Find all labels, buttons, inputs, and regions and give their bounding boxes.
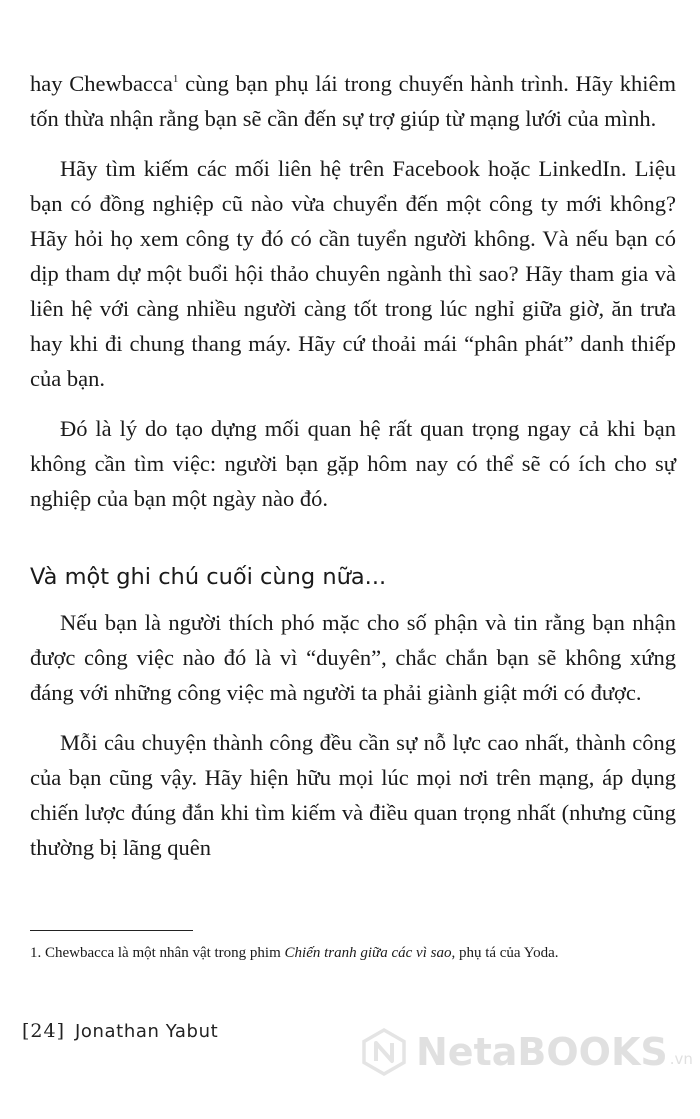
paragraph: Nếu bạn là người thích phó mặc cho số phận và tin rằng bạn nhận được công việc nào đó là vì “duyên”, chắc chắn bạn sẽ không xứng đáng với những công việc mà người ta phải giành giật mới có được. — [30, 610, 676, 705]
paragraph-text: cùng bạn phụ lái trong chuyến hành trình. Hãy khiêm tốn thừa nhận rằng bạn sẽ cần đến sự trợ giúp từ mạng lưới của mình. — [30, 71, 676, 131]
paragraph: Đó là lý do tạo dựng mối quan hệ rất quan trọng ngay cả khi bạn không cần tìm việc: người bạn gặp hôm nay có thể sẽ có ích cho sự nghiệp của bạn một ngày nào đó. — [30, 416, 676, 511]
watermark-suffix: .vn — [669, 1050, 693, 1068]
paragraph: Mỗi câu chuyện thành công đều cần sự nỗ lực cao nhất, thành công của bạn cũng vậy. Hãy hiện hữu mọi lúc mọi nơi trên mạng, áp dụng chiến lược đúng đắn khi tìm kiếm và điều quan trọng nhất (nhưng cũng thường bị lãng quên — [30, 730, 676, 860]
paragraph — [30, 66, 676, 136]
footnote-text: 1. Chewbacca là một nhân vật trong phim — [30, 945, 285, 961]
footnote-text: , phụ tá của Yoda. — [451, 945, 559, 961]
paragraph: Hãy tìm kiếm các mối liên hệ trên Facebook hoặc LinkedIn. Liệu bạn có đồng nghiệp cũ nào vừa chuyển đến một công ty mới không? Hãy hỏi họ xem công ty đó có cần tuyển người không. Và nếu bạn có dịp tham dự một buổi hội thảo chuyên ngành thì sao? Hãy tham gia và liên hệ với càng nhiều người càng tốt trong lúc nghỉ giữa giờ, ăn trưa hay khi đi chung thang máy. Hãy cứ thoải mái “phân phát” danh thiếp của bạn. — [30, 156, 676, 391]
footnote-film-title: Chiến tranh giữa các vì sao — [284, 945, 452, 961]
page-footer — [22, 1020, 218, 1042]
paragraph-text: hay Chewbacca — [30, 71, 173, 96]
section-heading: Và một ghi chú cuối cùng nữa... — [30, 564, 387, 590]
netabooks-logo-icon — [360, 1028, 408, 1076]
footnote — [30, 941, 676, 965]
footnote-divider — [30, 930, 193, 931]
watermark-brand: NetaBOOKS — [416, 1030, 668, 1074]
page-body — [30, 66, 676, 880]
page-number: [24] — [22, 1020, 66, 1042]
watermark — [360, 1028, 693, 1076]
footnote-reference[interactable]: 1 — [172, 73, 179, 85]
author-name: Jonathan Yabut — [75, 1020, 219, 1042]
